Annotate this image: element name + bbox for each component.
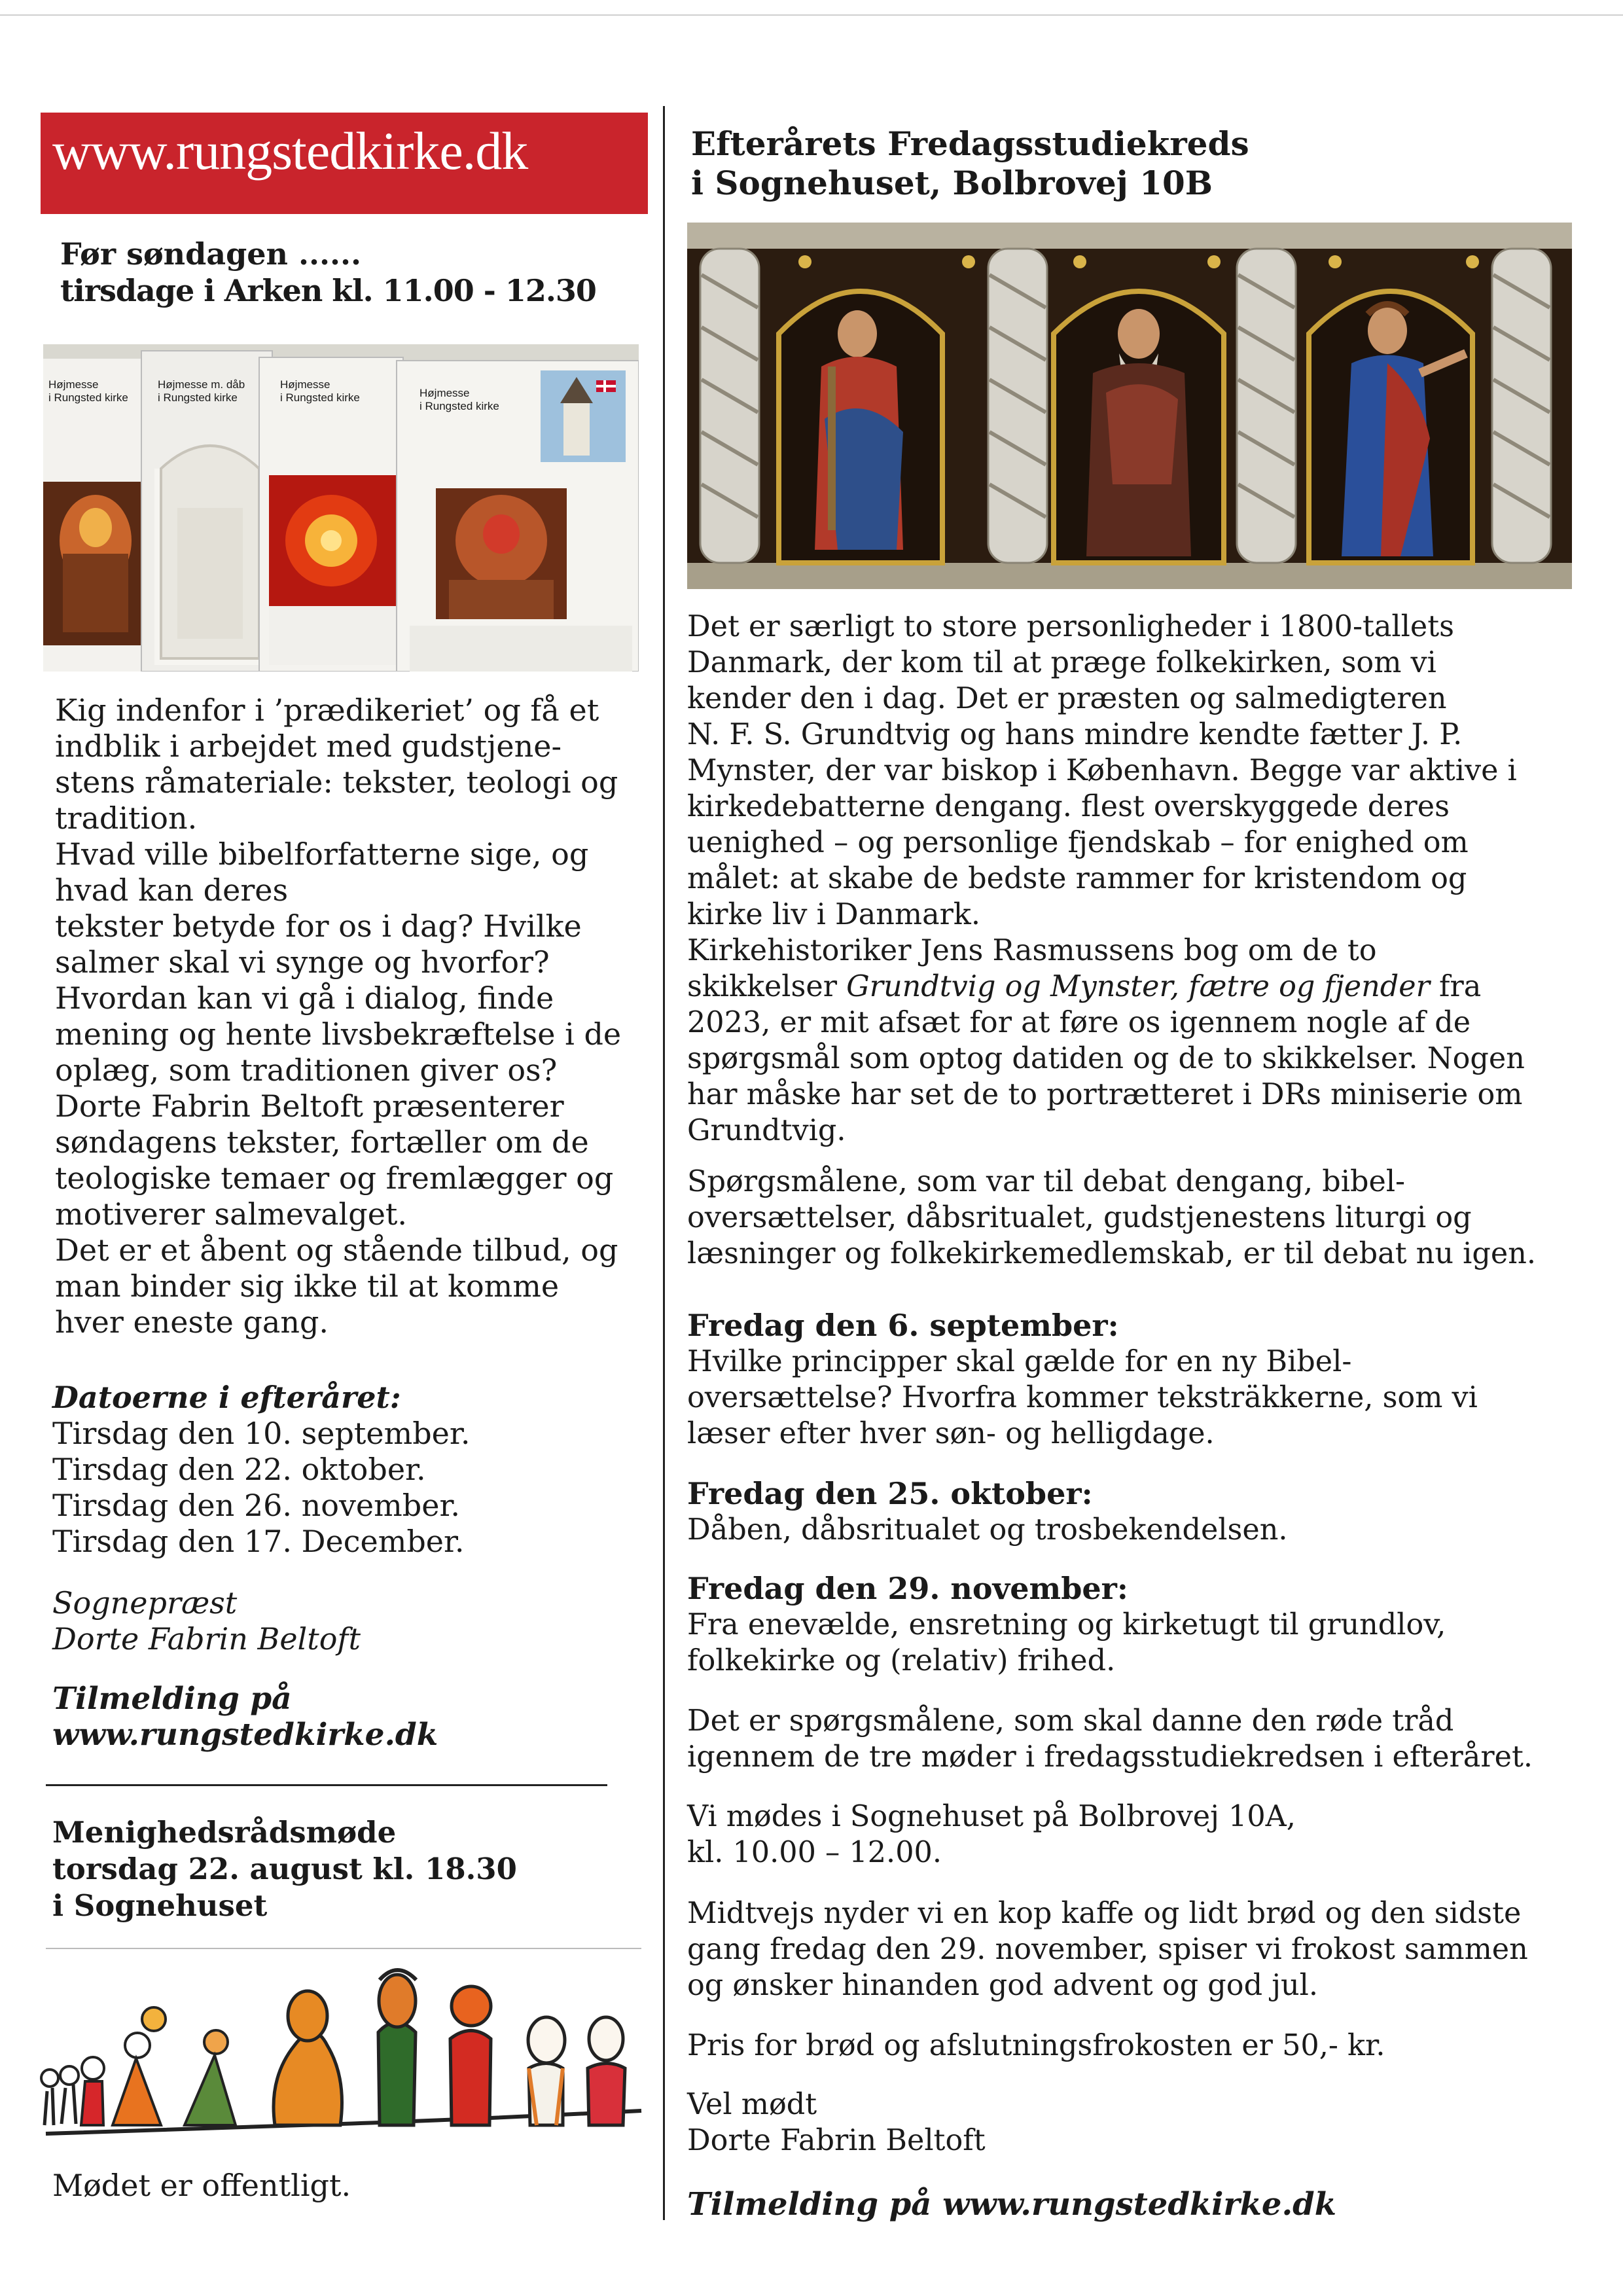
intro-line: kender den i dag. Det er præsten og salmedigteren: [687, 682, 1447, 715]
session-1-line: oversættelse? Hvorfra kommer teksträkkerne, som vi: [687, 1381, 1478, 1414]
arken-body-line: Hvad ville bibelforfatterne sige, og: [55, 836, 589, 872]
arken-body-line: Kig indenfor i ’prædikeriet’ og få et: [55, 692, 599, 728]
booklet-4-title: Højmesse: [419, 387, 470, 399]
study-circle-title-line1: Efterårets Fredagsstudiekreds: [691, 124, 1249, 163]
figure-body: [81, 2081, 103, 2125]
figure-head: [41, 2070, 58, 2087]
arken-heading-line2: tirsdage i Arken kl. 11.00 - 12.30: [60, 273, 596, 308]
coffee-line: gang fredag den 29. november, spiser vi frokost sammen: [687, 1933, 1528, 1966]
intro-line: Danmark, der kom til at præge folkekirken, som vi: [687, 646, 1436, 679]
coffee-line: og ønsker hinanden god advent og god jul.: [687, 1969, 1319, 2002]
arken-body: [55, 692, 651, 1340]
price-line: Pris for brød og afslutningsfrokosten er 50,- kr.: [687, 2029, 1385, 2062]
arken-body-line: motiverer salmevalget.: [55, 1196, 408, 1232]
intro-line: spørgsmål som optog datiden og de to skikkelser. Nogen: [687, 1042, 1525, 1075]
session-3-date: Fredag den 29. november:: [687, 1571, 1128, 1606]
session-1-line: læser efter hver søn- og helligdage.: [687, 1417, 1215, 1450]
figure-head: [125, 2033, 150, 2058]
figure-head: [82, 2057, 104, 2079]
date-item: Tirsdag den 10. september.: [52, 1416, 471, 1451]
book-pre: skikkelser: [687, 970, 847, 1003]
figure-body: [378, 2022, 416, 2125]
arken-body-line: indblik i arbejdet med gudstjene-: [55, 728, 562, 764]
intro-line: Det er særligt to store personligheder i 1800-tallets: [687, 610, 1454, 643]
closing-greeting: Vel mødt: [687, 2088, 817, 2121]
closing: [687, 2087, 1590, 2159]
intro-line: N. F. S. Grundtvig og hans mindre kendte fætter J. P.: [687, 718, 1463, 751]
intro-line: Kirkehistoriker Jens Rasmussens bog om de to: [687, 934, 1377, 967]
signup-label: Tilmelding på: [52, 1681, 292, 1717]
venue-line: Vi mødes i Sognehuset på Bolbrovej 10A,: [687, 1800, 1296, 1833]
left-signup: [52, 1681, 648, 1753]
people-drawing: [39, 1954, 648, 2157]
session-3-line: Fra enevælde, ensretning og kirketugt til grundlov,: [687, 1608, 1446, 1641]
left-signature: [52, 1585, 648, 1657]
signature-role: Sognepræst: [52, 1585, 238, 1621]
intro-line: målet: at skabe de bedste rammer for kristendom og: [687, 862, 1467, 895]
book-post: fra: [1429, 970, 1482, 1003]
booklet-4-subtitle: i Rungsted kirke: [419, 400, 499, 412]
questions-paragraph: [687, 1164, 1590, 1272]
figure-stick: [62, 2085, 76, 2124]
coffee-paragraph: [687, 1895, 1590, 2003]
figure-body: [113, 2058, 161, 2125]
figure-head: [288, 1991, 327, 2041]
booklet-3-title: Højmesse: [280, 378, 330, 391]
booklet-1-label: [48, 378, 128, 404]
date-item: Tirsdag den 17. December.: [52, 1524, 465, 1559]
booklet-3-subtitle: i Rungsted kirke: [280, 391, 360, 404]
session-3: [687, 1571, 1590, 1679]
arken-body-line: Det er et åbent og stående tilbud, og: [55, 1232, 618, 1268]
booklet-2-label: [158, 378, 245, 404]
arken-body-line: Hvordan kan vi gå i dialog, finde: [55, 980, 554, 1016]
figure-stick: [45, 2088, 54, 2125]
dates-section: [52, 1380, 648, 1560]
study-circle-title-line2: i Sognehuset, Bolbrovej 10B: [691, 164, 1213, 202]
scan-top-edge: [0, 14, 1623, 16]
booklet-1: [43, 359, 154, 672]
arken-body-line: oplæg, som traditionen giver os?: [55, 1052, 558, 1088]
intro-line: Mynster, der var biskop i København. Begge var aktive i: [687, 754, 1517, 787]
study-circle-title: [691, 124, 1249, 203]
meeting-heading-line2: torsdag 22. august kl. 18.30: [52, 1852, 517, 1886]
venue-paragraph: [687, 1799, 1590, 1871]
booklet-2-title: Højmesse m. dåb: [158, 378, 245, 391]
column-divider: [663, 106, 665, 2220]
figure-body: [185, 2055, 236, 2125]
booklet-4-label: [419, 387, 499, 413]
right-signup-link[interactable]: Tilmelding på www.rungstedkirke.dk: [687, 2186, 1336, 2223]
meeting-public-note: Mødet er offentligt.: [52, 2168, 351, 2203]
website-banner-text: www.rungstedkirke.dk: [52, 121, 528, 181]
arken-body-line: hvad kan deres: [55, 872, 289, 908]
session-1: [687, 1308, 1590, 1452]
signature-name: Dorte Fabrin Beltoft: [52, 1621, 361, 1657]
signup-url-link[interactable]: www.rungstedkirke.dk: [52, 1717, 438, 1753]
arken-body-line: mening og hente livsbekræftelse i de: [55, 1016, 622, 1052]
figure-head: [452, 1986, 491, 2026]
intro-line: Grundtvig.: [687, 1114, 846, 1147]
book-line: [687, 969, 1590, 1005]
altar-illustration: [687, 223, 1572, 589]
booklet-2-subtitle: i Rungsted kirke: [158, 391, 238, 404]
dates-title: Datoerne i efteråret:: [52, 1380, 401, 1415]
date-item: Tirsdag den 22. oktober.: [52, 1452, 426, 1487]
intro-line: uenighed – og personlige fjendskab – for enighed om: [687, 826, 1469, 859]
figure-head: [589, 2017, 623, 2060]
booklet-3-label: [280, 378, 360, 404]
figure-head: [528, 2017, 565, 2063]
booklet-3: [259, 357, 403, 672]
arken-body-line: Dorte Fabrin Beltoft præsenterer: [55, 1088, 564, 1124]
arken-body-line: tradition.: [55, 800, 198, 836]
drawing-top-rule: [46, 1948, 641, 1949]
intro-line: kirkedebatterne dengang. flest overskyggede deres: [687, 790, 1450, 823]
figure-body: [450, 2031, 491, 2126]
questions-line: læsninger og folkekirkemedlemskab, er til debat nu igen.: [687, 1237, 1536, 1270]
session-1-date: Fredag den 6. september:: [687, 1308, 1119, 1343]
session-1-line: Hvilke principper skal gælde for en ny Bibel-: [687, 1345, 1352, 1378]
meeting-heading: [52, 1814, 517, 1924]
intro-line: 2023, er mit afsæt for at føre os igennem nogle af de: [687, 1006, 1471, 1039]
figure-head: [379, 1975, 416, 2027]
coffee-line: Midtvejs nyder vi en kop kaffe og lidt brød og den sidste: [687, 1897, 1522, 1930]
arken-heading-line1: Før søndagen ......: [60, 236, 362, 272]
booklet-1-title: Højmesse: [48, 378, 99, 391]
figure-head: [204, 2030, 228, 2054]
figure-head: [60, 2066, 79, 2085]
arken-body-line: salmer skal vi synge og hvorfor?: [55, 944, 550, 980]
figure-head: [142, 2007, 166, 2031]
arken-body-line: man binder sig ikke til at komme: [55, 1268, 560, 1304]
session-2: [687, 1476, 1590, 1548]
book-title: Grundtvig og Mynster, fætre og fjender: [846, 970, 1430, 1003]
session-2-date: Fredag den 25. oktober:: [687, 1476, 1093, 1511]
meeting-heading-line1: Menighedsrådsmøde: [52, 1815, 397, 1850]
booklet-1-subtitle: i Rungsted kirke: [48, 391, 128, 404]
altar-photo: [687, 223, 1572, 589]
questions-line: Spørgsmålene, som var til debat dengang, bibel-: [687, 1165, 1406, 1198]
arken-body-line: teologiske temaer og fremlægger og: [55, 1160, 614, 1196]
arken-body-line: stens råmateriale: tekster, teologi og: [55, 764, 618, 800]
meeting-heading-line3: i Sognehuset: [52, 1888, 268, 1923]
study-intro: [687, 609, 1590, 1149]
questions-line: oversættelser, dåbsritualet, gudstjenestens liturgi og: [687, 1201, 1472, 1234]
left-section-rule: [46, 1784, 607, 1786]
arken-heading: [60, 236, 596, 309]
arken-body-line: søndagens tekster, fortæller om de: [55, 1124, 589, 1160]
figure-body: [274, 2032, 342, 2125]
closing-name: Dorte Fabrin Beltoft: [687, 2124, 986, 2157]
thread-line: Det er spørgsmålene, som skal danne den røde tråd: [687, 1704, 1454, 1738]
arken-body-line: hver eneste gang.: [55, 1304, 329, 1340]
intro-line: kirke liv i Danmark.: [687, 898, 981, 931]
thread-line: igennem de tre møder i fredagsstudiekredsen i efteråret.: [687, 1740, 1533, 1774]
booklets-photo: [43, 344, 639, 672]
website-banner[interactable]: [41, 113, 648, 214]
venue-line: kl. 10.00 – 12.00.: [687, 1836, 942, 1869]
thread-paragraph: [687, 1703, 1590, 1775]
date-item: Tirsdag den 26. november.: [52, 1488, 460, 1523]
session-2-line: Dåben, dåbsritualet og trosbekendelsen.: [687, 1513, 1288, 1547]
intro-line: har måske har set de to portrætteret i DRs miniserie om: [687, 1078, 1523, 1111]
session-3-line: folkekirke og (relativ) frihed.: [687, 1644, 1116, 1677]
figure-body: [588, 2064, 625, 2126]
arken-body-line: tekster betyde for os i dag? Hvilke: [55, 908, 582, 944]
